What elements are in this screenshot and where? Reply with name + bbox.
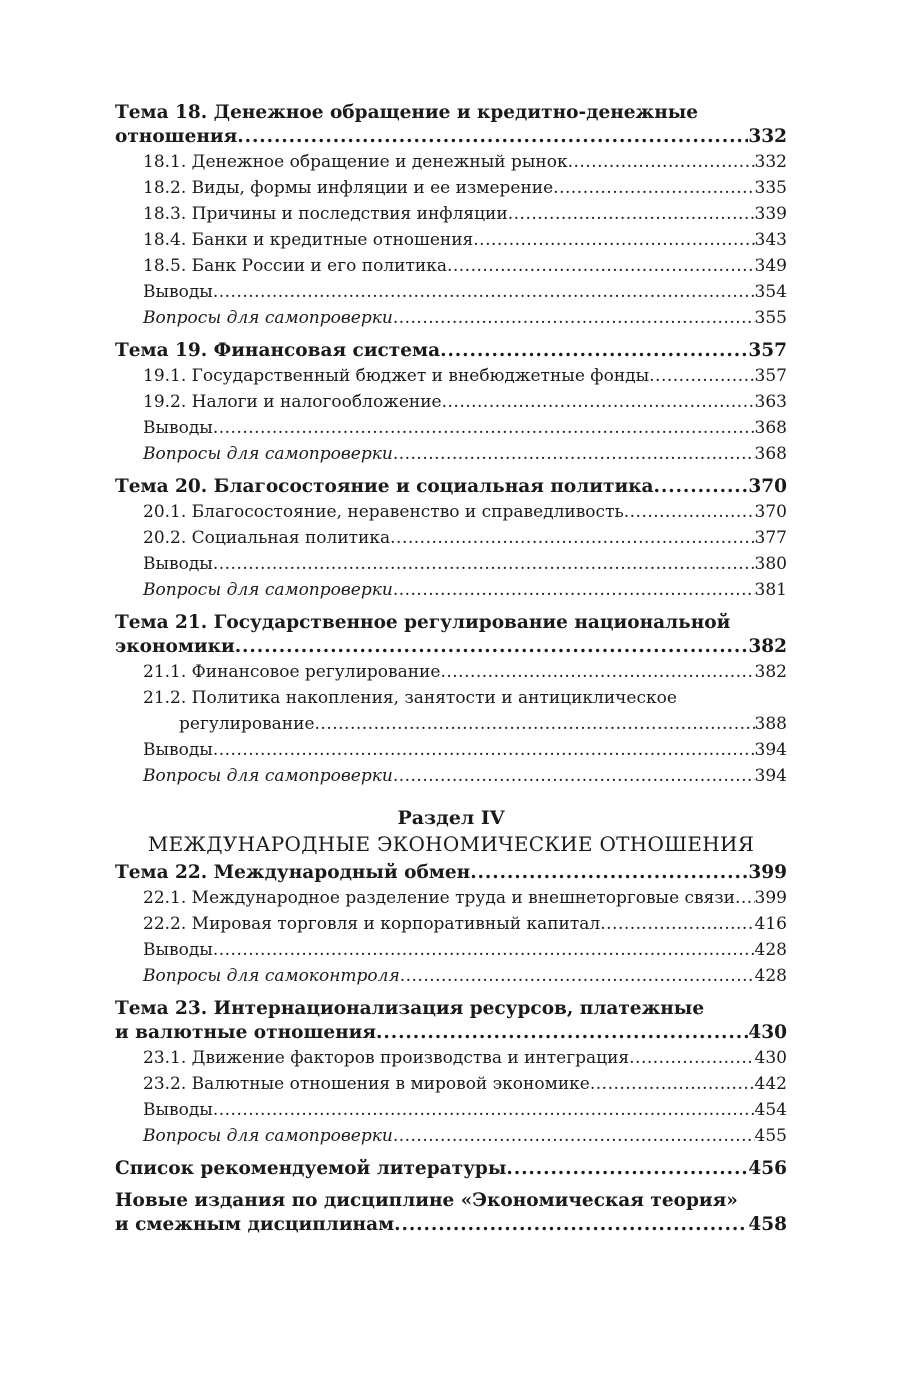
toc-page-number: 399 xyxy=(748,862,787,883)
toc-topic-title: Тема 22. Международный обмен xyxy=(115,862,471,883)
toc-entry: 21.1. Финансовое регулирование ..... 382 xyxy=(115,659,787,685)
toc-topic-title-line1: Тема 23. Интернационализация ресурсов, платежные xyxy=(115,998,705,1019)
toc-topic-22 xyxy=(115,861,787,989)
toc-entry: 19.2. Налоги и налогообложение ..... 363 xyxy=(115,389,787,415)
toc-topic-heading xyxy=(115,475,787,499)
toc-topic-heading xyxy=(115,611,787,659)
toc-topic-19 xyxy=(115,339,787,467)
toc-entry-conclusions: Выводы ..... 354 xyxy=(115,279,787,305)
toc-topic-title-line1: Тема 21. Государственное регулирование национальной xyxy=(115,612,731,633)
toc-entry: 19.1. Государственный бюджет и внебюджетные фонды ..... 357 xyxy=(115,363,787,389)
toc-page-number: 357 xyxy=(748,340,787,361)
toc-entry: 23.2. Валютные отношения в мировой экономике ..... 442 xyxy=(115,1071,787,1097)
toc-entry-questions: Вопросы для самопроверки ..... 394 xyxy=(115,763,787,789)
toc-entry-questions: Вопросы для самопроверки ..... 455 xyxy=(115,1123,787,1149)
toc-entry: 18.3. Причины и последствия инфляции ..... 339 xyxy=(115,201,787,227)
toc-new-editions-title-line1: Новые издания по дисциплине «Экономическая теория» xyxy=(115,1190,738,1211)
toc-topic-title: Тема 20. Благосостояние и социальная политика xyxy=(115,476,654,497)
section-title: МЕЖДУНАРОДНЫЕ ЭКОНОМИЧЕСКИЕ ОТНОШЕНИЯ xyxy=(147,832,755,856)
toc-entry: 22.2. Мировая торговля и корпоративный капитал ..... 416 xyxy=(115,911,787,937)
toc-entry-questions: Вопросы для самопроверки ..... 355 xyxy=(115,305,787,331)
toc-page-number: 382 xyxy=(748,636,787,657)
toc-topic-18 xyxy=(115,101,787,331)
toc-entry-conclusions: Выводы ..... 380 xyxy=(115,551,787,577)
toc-topic-title-line1: Тема 18. Денежное обращение и кредитно-денежные xyxy=(115,102,699,123)
toc-entry-questions: Вопросы для самопроверки ..... 368 xyxy=(115,441,787,467)
toc-page-number: 456 xyxy=(748,1158,787,1179)
toc-page-number: 332 xyxy=(748,126,787,147)
toc-topic-21 xyxy=(115,611,787,789)
toc-entry: 18.1. Денежное обращение и денежный рынок ..... 332 xyxy=(115,149,787,175)
toc-entry: 18.4. Банки и кредитные отношения ..... 343 xyxy=(115,227,787,253)
table-of-contents xyxy=(115,101,787,1245)
toc-topic-20 xyxy=(115,475,787,603)
section-heading xyxy=(115,805,787,857)
toc-literature xyxy=(115,1157,787,1181)
toc-entry: 22.1. Международное разделение труда и внешнеторговые связи ..... 399 xyxy=(115,885,787,911)
toc-entry-questions: Вопросы для самоконтроля ..... 428 xyxy=(115,963,787,989)
toc-topic-heading xyxy=(115,861,787,885)
toc-entry: 20.2. Социальная политика ..... 377 xyxy=(115,525,787,551)
toc-new-editions-title-line2: и смежным дисциплинам ..... 458 xyxy=(115,1213,787,1237)
section-number: Раздел IV xyxy=(397,807,505,829)
toc-entry-questions: Вопросы для самопроверки ..... 381 xyxy=(115,577,787,603)
toc-topic-title-line2: экономики ..... 382 xyxy=(115,635,787,659)
toc-entry-conclusions: Выводы ..... 368 xyxy=(115,415,787,441)
toc-page-number: 430 xyxy=(748,1022,787,1043)
toc-topic-title: Тема 19. Финансовая система xyxy=(115,340,441,361)
toc-topic-title-line2: отношения ..... 332 xyxy=(115,125,787,149)
toc-entry: 23.1. Движение факторов производства и интеграция ..... 430 xyxy=(115,1045,787,1071)
toc-entry: 20.1. Благосостояние, неравенство и справедливость ..... 370 xyxy=(115,499,787,525)
toc-topic-heading xyxy=(115,997,787,1045)
toc-entry-conclusions: Выводы ..... 394 xyxy=(115,737,787,763)
toc-entry-conclusions: Выводы ..... 428 xyxy=(115,937,787,963)
toc-literature-title: Список рекомендуемой литературы xyxy=(115,1158,507,1179)
toc-topic-heading xyxy=(115,339,787,363)
toc-new-editions xyxy=(115,1189,787,1237)
toc-topic-23 xyxy=(115,997,787,1149)
toc-page-number: 458 xyxy=(748,1214,787,1235)
toc-page-number: 370 xyxy=(748,476,787,497)
toc-entry-multiline: 21.2. Политика накопления, занятости и антициклическое регулирование ..... 388 xyxy=(115,685,787,737)
toc-topic-title-line2: и валютные отношения ..... 430 xyxy=(115,1021,787,1045)
toc-entry: 18.2. Виды, формы инфляции и ее измерение ..... 335 xyxy=(115,175,787,201)
toc-entry-conclusions: Выводы ..... 454 xyxy=(115,1097,787,1123)
toc-entry: 18.5. Банк России и его политика ..... 349 xyxy=(115,253,787,279)
toc-topic-heading xyxy=(115,101,787,149)
